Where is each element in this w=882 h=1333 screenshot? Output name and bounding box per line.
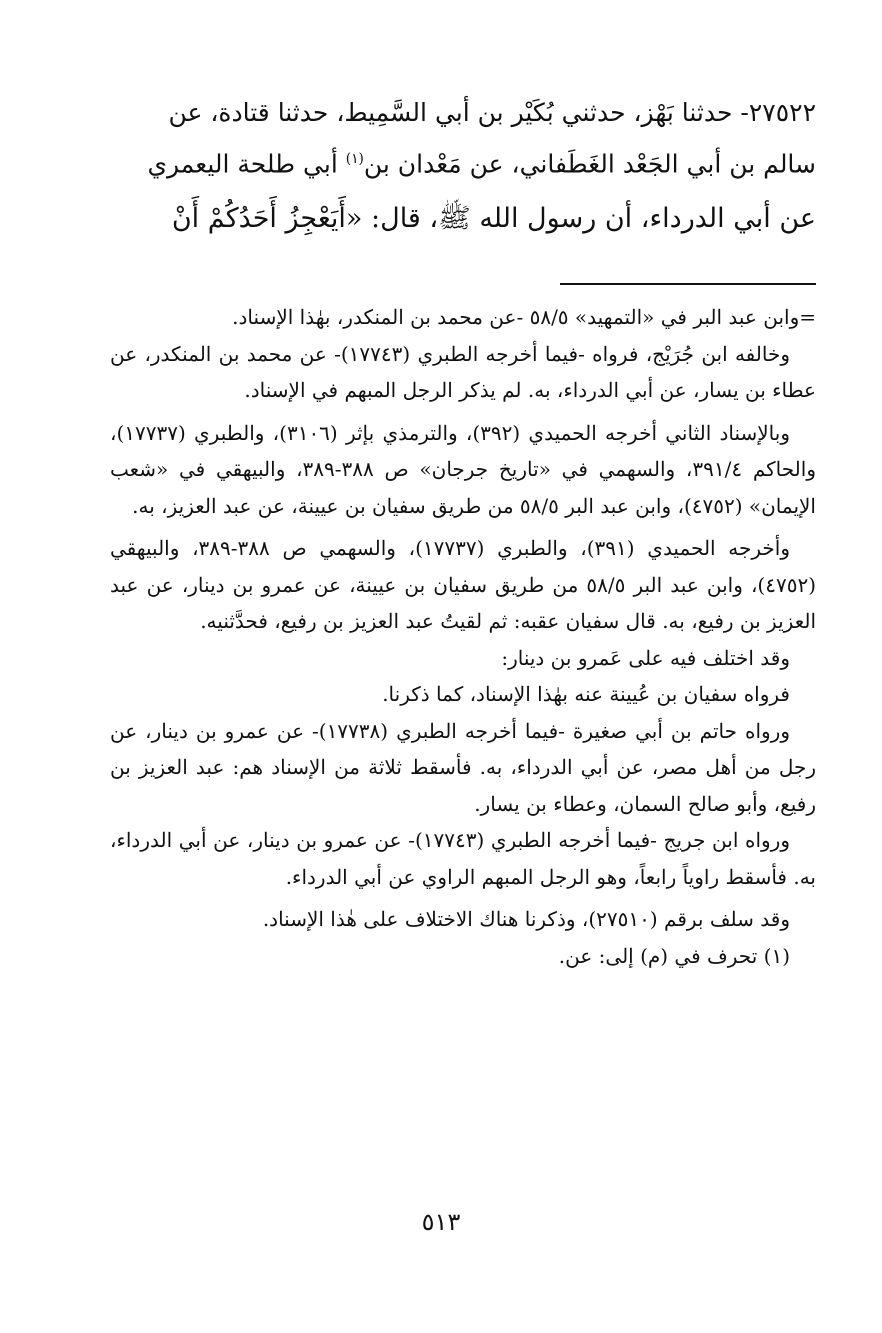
page-number: ٥١٣ [421,1208,461,1236]
note-paragraph: وقد اختلف فيه على عَمرو بن دينار: [501,645,790,670]
hadith-line-2-end: أبي طلحة اليعمري [147,149,346,179]
note-paragraph: وقد سلف برقم (٢٧٥١٠)، وذكرنا هناك الاختلاف على هٰذا الإسناد. [262,907,790,932]
note-paragraph: ورواه حاتم بن أبي صغيرة -فيما أخرجه الطبري (١٧٧٣٨)- عن عمرو بن دينار، عن رجل من أهل مصر، عن أبي الدرداء، به. فأسقط ثلاثة من الإسناد هم: عبد العزيز بن رفيع، وأبو صالح السمان، وعطاء بن يسار. [110,718,816,816]
hadith-line-2 [110,136,816,187]
note-paragraph: وخالفه ابن جُرَيْج، فرواه -فيما أخرجه الطبري (١٧٧٤٣)- عن محمد بن المنكدر، عن عطاء بن يسار، عن أبي الدرداء، به. لم يذكر الرجل المبهم في الإسناد. [110,341,816,403]
note-paragraph: وأخرجه الحميدي (٣٩١)، والطبري (١٧٧٣٧)، والسهمي ص ٣٨٨-٣٨٩، والبيهقي (٤٧٥٢)، وابن عبد البر ٥٨/٥ من طريق سفيان بن عيينة، عن عمرو بن دينار، عن عبد العزيز بن رفيع، به. قال سفيان عقبه: ثم لقيتُ عبد العزيز بن رفيع، فحدَّثنيه. [110,536,816,634]
note-paragraph: ورواه ابن جريج -فيما أخرجه الطبري (١٧٧٤٣)- عن عمرو بن دينار، عن أبي الدرداء، به. فأسقط راوياً رابعاً، وهو الرجل المبهم الراوي عن أبي الدرداء. [110,828,816,889]
note-paragraph: =وابن عبد البر في «التمهيد» ٥٨/٥ -عن محمد بن المنكدر، بهٰذا الإسناد. [232,305,816,330]
footnote-reference: (١) [345,151,364,167]
note-paragraph: وبالإسناد الثاني أخرجه الحميدي (٣٩٢)، والترمذي بإثر (٣١٠٦)، والطبري (١٧٧٣٧)، والحاكم ٣٩١/٤، والسهمي في «تاريخ جرجان» ص ٣٨٨-٣٨٩، والبيهقي في «شعب الإيمان» (٤٧٥٢)، وابن عبد البر ٥٨/٥ من طريق سفيان بن عيينة، عن عبد العزيز، به. [110,420,816,518]
hadith-line-2-start: سالم بن أبي الجَعْد الغَطَفاني، عن مَعْدان بن [363,149,816,179]
page-content [110,90,816,974]
footnote-1: (١) تحرف في (م) إلى: عن. [558,943,790,968]
note-paragraph: فرواه سفيان بن عُيينة عنه بهٰذا الإسناد، كما ذكرنا. [382,682,790,707]
hadith-line-1: ٢٧٥٢٢- حدثنا بَهْز، حدثني بُكَيْر بن أبي السَّمِيط، حدثنا قتادة، عن [168,98,816,127]
hadith-line-3: عن أبي الدرداء، أن رسول الله ﷺ، قال: «أَيَعْجِزُ أَحَدُكُمْ أَنْ [171,203,816,235]
footnote-separator [560,283,816,285]
hadith-text [110,90,816,245]
footnotes [110,299,816,974]
